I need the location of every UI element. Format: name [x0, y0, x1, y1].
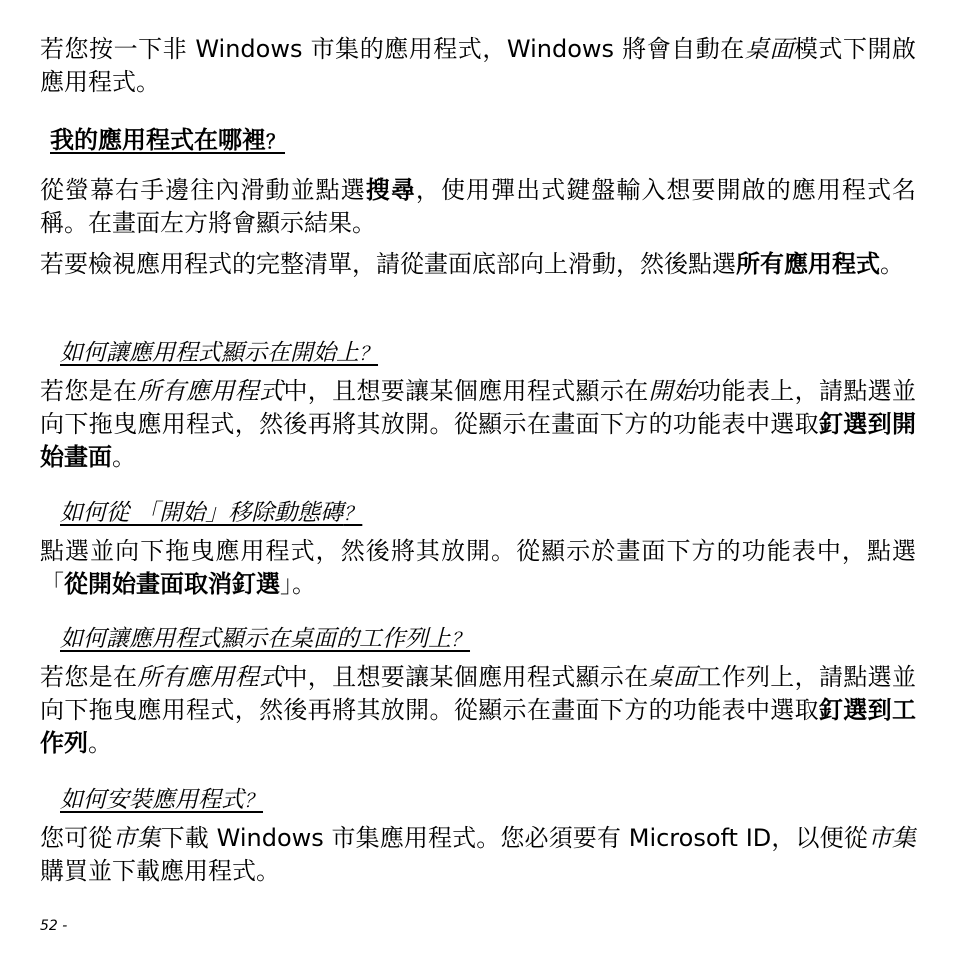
bold-term-pin-to-start: 釘選到開始畫面	[40, 410, 916, 471]
pin-to-taskbar-paragraph: 若您是在所有應用程式中，且想要讓某個應用程式顯示在桌面工作列上，請點選並向下拖曳應用程式，然後再將其放開。從顯示在畫面下方的功能表中選取釘選到工作列。	[40, 663, 917, 757]
install-paragraph: 您可從市集下載 Windows 市集應用程式。您必須要有 Microsoft ID，以便從市集購買並下載應用程式。	[40, 824, 916, 885]
intro-paragraph	[40, 33, 916, 99]
page-number: 52 -	[40, 918, 68, 934]
subheading-show-on-taskbar: 如何讓應用程式顯示在桌面的工作列上？	[60, 626, 471, 652]
bold-term-search: 搜尋	[365, 176, 416, 204]
subheading-install-apps: 如何安裝應用程式？	[60, 787, 264, 813]
text-run: 若您按一下非 Windows 市集的應用程式，Windows 將會自動在	[40, 35, 745, 63]
text-run: 模式下開啟應用程式。	[40, 35, 917, 96]
section-heading-where-are-apps: 我的應用程式在哪裡？	[50, 126, 286, 154]
search-paragraph: 從螢幕右手邊往內滑動並點選搜尋，使用彈出式鍵盤輸入想要開啟的應用程式名稱。在畫面左方將會顯示結果。	[40, 176, 917, 237]
pin-to-start-paragraph: 若您是在所有應用程式中，且想要讓某個應用程式顯示在開始功能表上，請點選並向下拖曳應用程式，然後再將其放開。從顯示在畫面下方的功能表中選取釘選到開始畫面。	[40, 377, 917, 471]
subheading-show-on-start: 如何讓應用程式顯示在開始上？	[60, 340, 379, 366]
bold-term-pin-to-taskbar: 釘選到工作列	[40, 696, 916, 757]
italic-term-desktop: 桌面	[744, 35, 794, 63]
all-apps-paragraph: 若要檢視應用程式的完整清單，請從畫面底部向上滑動，然後點選所有應用程式。	[40, 250, 904, 278]
bold-term-unpin-from-start: 從開始畫面取消釘選	[64, 570, 280, 598]
subheading-remove-tile: 如何從 「開始」移除動態磚？	[60, 500, 363, 526]
bold-term-all-apps: 所有應用程式	[736, 250, 880, 278]
unpin-from-start-paragraph: 點選並向下拖曳應用程式，然後將其放開。從顯示於畫面下方的功能表中，點選 「從開始畫面取消釘選」。	[40, 537, 916, 598]
